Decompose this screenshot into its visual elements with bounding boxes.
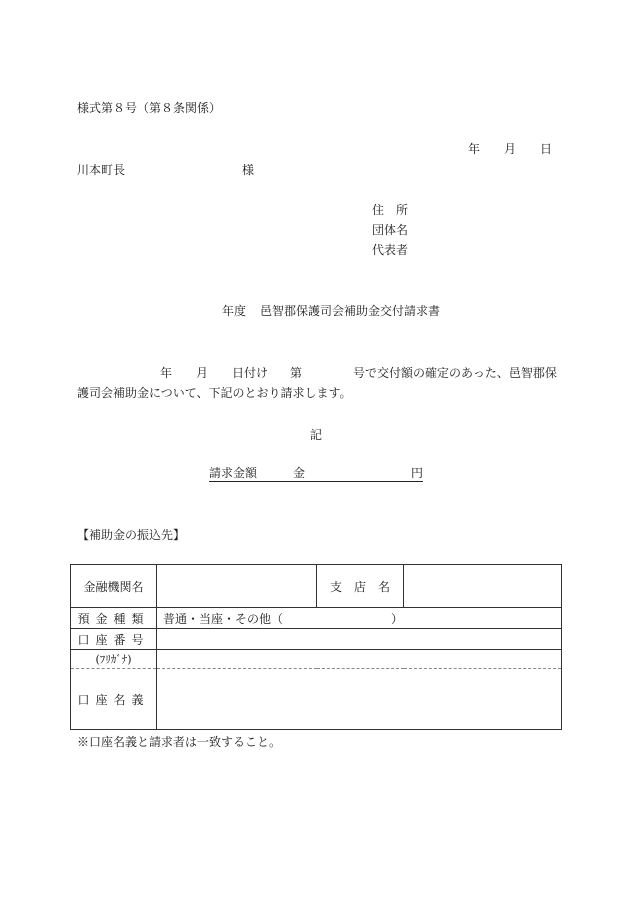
body-month: 月	[196, 366, 209, 380]
addressee-honorific: 様	[242, 163, 255, 177]
body-line2: 護司会補助金について、下記のとおり請求します。	[77, 386, 352, 400]
furigana-field[interactable]	[157, 650, 562, 669]
bank-name-label: 金融機関名	[71, 565, 157, 608]
date-month: 月	[504, 142, 517, 156]
table-row	[71, 565, 562, 608]
body-no: 第	[290, 366, 303, 380]
bank-name-field[interactable]	[157, 565, 317, 608]
account-holder-field[interactable]	[157, 669, 562, 730]
table-row	[71, 608, 562, 629]
account-number-label: 口座番号	[71, 629, 157, 650]
branch-name-label: 支 店 名	[317, 565, 404, 608]
form-number: 様式第８号（第８条関係）	[77, 101, 222, 115]
note: ※口座名義と請求者は一致すること。	[77, 735, 282, 749]
applicant-address-label: 住 所	[372, 203, 409, 217]
deposit-type-label: 預金種類	[71, 608, 157, 629]
transfer-heading: 【補助金の振込先】	[77, 528, 186, 542]
applicant-representative-label: 代表者	[372, 243, 409, 257]
furigana-label: (ﾌﾘｶﾞﾅ)	[71, 650, 157, 669]
table-row	[71, 669, 562, 730]
table-row	[71, 650, 562, 669]
bank-transfer-table	[70, 564, 562, 730]
branch-name-field[interactable]	[404, 565, 562, 608]
ki-mark: 記	[310, 428, 323, 442]
request-amount-line	[209, 466, 423, 482]
body-dated: 日付け	[232, 366, 269, 380]
applicant-organization-label: 団体名	[372, 223, 409, 237]
amount-kin: 金	[293, 466, 306, 480]
table-row	[71, 629, 562, 650]
document-title: 邑智郡保護司会補助金交付請求書	[260, 304, 441, 318]
account-holder-label: 口座名義	[71, 669, 157, 730]
date-year: 年	[468, 142, 481, 156]
title-year: 年度	[222, 304, 247, 318]
addressee-name: 川本町長	[77, 163, 126, 177]
account-number-field[interactable]	[157, 629, 562, 650]
request-amount-label: 請求金額	[209, 466, 258, 480]
date-day: 日	[540, 142, 553, 156]
body-line1-rest: 号で交付額の確定のあった、邑智郡保	[353, 366, 557, 380]
amount-yen: 円	[411, 466, 424, 480]
deposit-type-field[interactable]: 普通・当座・その他（ ）	[157, 608, 562, 629]
body-year: 年	[160, 366, 173, 380]
